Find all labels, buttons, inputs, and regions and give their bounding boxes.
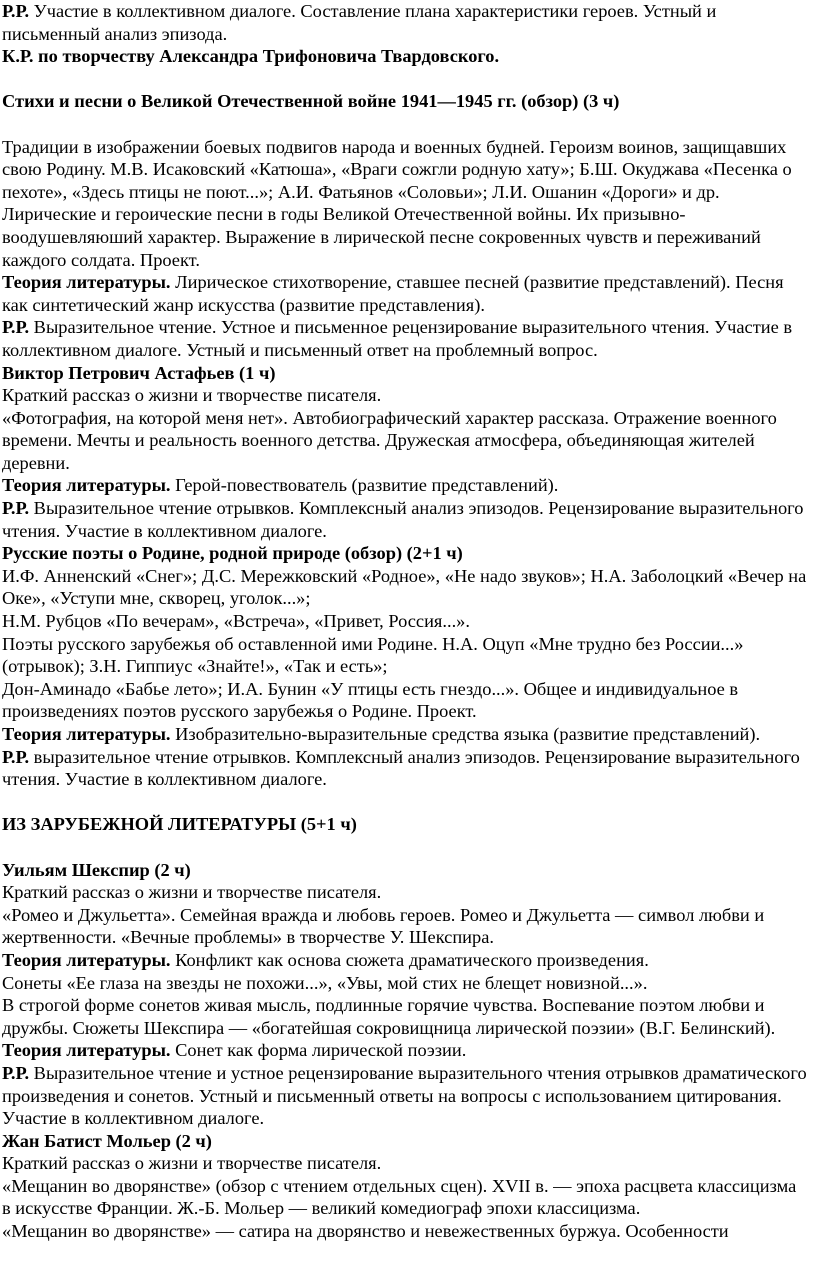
paragraph-text: Участие в коллективном диалоге. Составление плана характеристики героев. Устный и письменный анализ эпизода. <box>2 1 717 44</box>
paragraph-poets-4 <box>2 678 808 723</box>
paragraph-lead: Теория литературы. <box>2 1040 171 1061</box>
paragraph-poets-3 <box>2 633 808 678</box>
paragraph-moliere-bio <box>2 1152 808 1175</box>
spacer <box>2 113 808 136</box>
paragraph-text: Выразительное чтение и устное рецензирование выразительного чтения отрывков драматического произведения и сонетов. Устный и письменный ответы на вопросы с использованием цитирования. Участие в коллективном диалоге. <box>2 1062 807 1129</box>
paragraph-rr-2 <box>2 316 808 361</box>
spacer <box>2 836 808 859</box>
paragraph-text: Н.М. Рубцов «По вечерам», «Встреча», «Привет, Россия...». <box>2 611 470 632</box>
paragraph-text: Выразительное чтение отрывков. Комплексный анализ эпизодов. Рецензирование выразительного чтения. Участие в коллективном диалоге. <box>2 498 804 541</box>
paragraph-text: Краткий рассказ о жизни и творчестве писателя. <box>2 882 382 903</box>
paragraph-sonnets-desc <box>2 994 808 1039</box>
paragraph-theory-5 <box>2 1039 808 1062</box>
paragraph-text: И.Ф. Анненский «Снег»; Д.С. Мережковский «Родное», «Не надо звуков»; Н.А. Заболоцкий «Вечер на Оке», «Уступи мне, скворец, уголок...»; <box>2 565 807 609</box>
paragraph-bourgeois-2 <box>2 1220 808 1243</box>
heading-text: Жан Батист Мольер (2 ч) <box>2 1130 212 1151</box>
paragraph-theory-2 <box>2 474 808 497</box>
paragraph-poets-1 <box>2 565 808 610</box>
heading-war-poems <box>2 90 808 113</box>
heading-text: Русские поэты о Родине, родной природе (обзор) (2+1 ч) <box>2 543 463 564</box>
paragraph-text: В строгой форме сонетов живая мысль, подлинные горячие чувства. Воспевание поэтом любви и дружбы. Сюжеты Шекспира — «богатейшая сокровищница лирической поэзии» (В.Г. Белинский). <box>2 995 776 1038</box>
paragraph-text: Герой-повествователь (развитие представлений). <box>170 475 559 496</box>
paragraph-text: Поэты русского зарубежья об оставленной ими Родине. Н.А. Оцуп «Мне трудно без России...» (отрывок); З.Н. Гиппиус «Знайте!», «Так и есть»; <box>2 633 744 677</box>
spacer <box>2 68 808 91</box>
paragraph-lead: Р.Р. <box>2 1 30 21</box>
paragraph-text: Краткий рассказ о жизни и творчестве писателя. <box>2 385 382 406</box>
paragraph-shakespeare-bio <box>2 881 808 904</box>
paragraph-text: «Мещанин во дворянстве» — сатира на дворянство и невежественных буржуа. Особенности <box>2 1221 729 1242</box>
paragraph-rr-3 <box>2 497 808 542</box>
heading-text: Стихи и песни о Великой Отечественной войне 1941—1945 гг. (обзор) (3 ч) <box>2 91 620 112</box>
paragraph-text: «Мещанин во дворянстве» (обзор с чтением отдельных сцен). XVII в. — эпоха расцвета классицизма в искусстве Франции. Ж.-Б. Мольер — великий комедиограф эпохи классицизма. <box>2 1175 797 1219</box>
paragraph-bourgeois-1 <box>2 1175 808 1220</box>
heading-foreign-literature <box>2 813 808 836</box>
paragraph-text: Краткий рассказ о жизни и творчестве писателя. <box>2 1153 382 1174</box>
paragraph-war-poems <box>2 136 808 272</box>
heading-kr-tvardovsky <box>2 45 808 68</box>
paragraph-theory-4 <box>2 949 808 972</box>
paragraph-text: Традиции в изображении боевых подвигов народа и военных будней. Героизм воинов, защищавших свою Родину. М.В. Исаковский «Катюша», «Враги сожгли родную хату»; Б.Ш. Окуджава «Песенка о пехоте», «Здесь птицы не поют...»; А.И. Фатьянов «Соловьи»; Л.И. Ошанин «Дороги» и др. Лирические и героические песни в годы Великой Отечественной войны. Их призывно-воодушевляюший характер. Выражение в лирической песне сокровенных чувств и переживаний каждого солдата. Проект. <box>2 136 792 270</box>
heading-text: Виктор Петрович Астафьев (1 ч) <box>2 362 276 383</box>
paragraph-rr-1 <box>2 0 808 45</box>
heading-shakespeare <box>2 859 808 882</box>
paragraph-text: «Фотография, на которой меня нет». Автобиографический характер рассказа. Отражение военного времени. Мечты и реальность военного детства. Дружеская атмосфера, объединяющая жителей деревни. <box>2 407 777 473</box>
heading-text: ИЗ ЗАРУБЕЖНОЙ ЛИТЕРАТУРЫ (5+1 ч) <box>2 814 357 835</box>
paragraph-text: Сонет как форма лирической поэзии. <box>170 1040 467 1061</box>
paragraph-astafiev-bio <box>2 384 808 407</box>
paragraph-text: выразительное чтение отрывков. Комплексный анализ эпизодов. Рецензирование выразительного чтения. Участие в коллективном диалоге. <box>2 746 800 790</box>
paragraph-romeo-juliet <box>2 904 808 949</box>
paragraph-astafiev-photo <box>2 407 808 475</box>
heading-moliere <box>2 1130 808 1153</box>
paragraph-text: Дон-Аминадо «Бабье лето»; И.А. Бунин «У птицы есть гнездо...». Общее и индивидуальное в произведениях поэтов русского зарубежья о Родине. Проект. <box>2 678 739 722</box>
heading-astafiev <box>2 362 808 385</box>
paragraph-lead: Р.Р. <box>2 317 30 338</box>
paragraph-lead: Р.Р. <box>2 746 30 767</box>
paragraph-theory-1 <box>2 271 808 316</box>
paragraph-text: «Ромео и Джульетта». Семейная вражда и любовь героев. Ромео и Джульетта — символ любви и жертвенности. «Вечные проблемы» в творчестве У. Шекспира. <box>2 904 765 948</box>
paragraph-lead: Р.Р. <box>2 498 30 519</box>
paragraph-text: Конфликт как основа сюжета драматического произведения. <box>170 949 649 970</box>
paragraph-text: Изобразительно-выразительные средства языка (развитие представлений). <box>170 724 761 744</box>
heading-russian-poets <box>2 542 808 565</box>
paragraph-text: Лирическое стихотворение, ставшее песней (развитие представлений). Песня как синтетический жанр искусства (развитие представления). <box>2 272 784 315</box>
paragraph-sonnets <box>2 972 808 995</box>
paragraph-theory-3 <box>2 723 808 746</box>
paragraph-lead: Теория литературы. <box>2 949 171 970</box>
paragraph-lead: Теория литературы. <box>2 724 171 744</box>
paragraph-text: Сонеты «Ее глаза на звезды не похожи...», «Увы, мой стих не блещет новизной...». <box>2 972 648 993</box>
heading-text: К.Р. по творчеству Александра Трифоновича Твардовского. <box>2 46 500 67</box>
paragraph-rr-4 <box>2 746 808 791</box>
paragraph-text: Выразительное чтение. Устное и письменное рецензирование выразительного чтения. Участие в коллективном диалоге. Устный и письменный ответ на проблемный вопрос. <box>2 317 793 360</box>
heading-text: Уильям Шекспир (2 ч) <box>2 859 191 880</box>
paragraph-rr-5 <box>2 1062 808 1130</box>
spacer <box>2 791 808 814</box>
paragraph-lead: Теория литературы. <box>2 475 171 496</box>
paragraph-lead: Теория литературы. <box>2 272 171 293</box>
paragraph-poets-2 <box>2 610 808 633</box>
paragraph-lead: Р.Р. <box>2 1062 30 1083</box>
